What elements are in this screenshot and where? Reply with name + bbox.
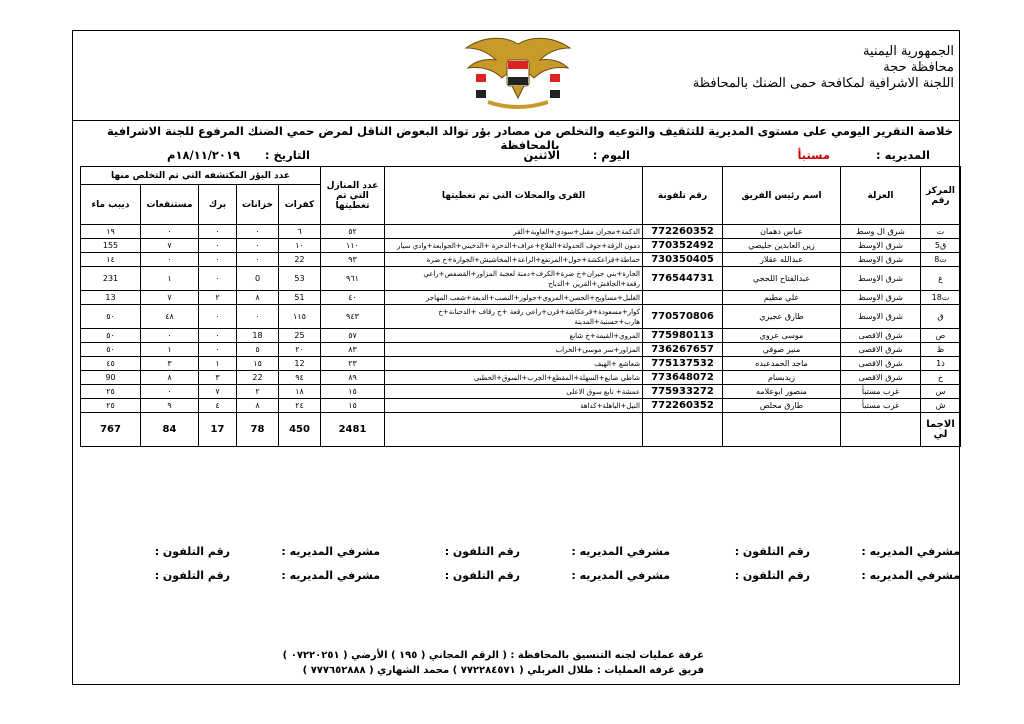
sig-supervisor-label: مشرفي المديريه : (861, 569, 960, 582)
cell-kharanat: ٢ (237, 385, 279, 399)
table-row (81, 225, 961, 239)
yemen-emblem-icon (462, 34, 574, 112)
cell-leader: طارق محلص (723, 399, 841, 413)
header-houses: عدد المنازل التي تم تغطيتها (321, 167, 385, 225)
cell-kafrat: 25 (279, 329, 321, 343)
cell-uzla: شرق الاقصى (841, 329, 921, 343)
cell-villages: حماطة+قراعكشة+حول+المرتفع+الراعة+المخاشيش+الجوارة+خ ضرة (385, 253, 643, 267)
cell-center: ت18 (921, 291, 961, 305)
cell-center: ت8 (921, 253, 961, 267)
cell-leader: زيدبسام (723, 371, 841, 385)
totals-kafrat: 450 (279, 413, 321, 447)
cell-phone: 775933272 (643, 385, 723, 399)
cell-kharanat: ٠ (237, 253, 279, 267)
totals-row (81, 413, 961, 447)
table-row (81, 329, 961, 343)
cell-deeb: ٥٠ (81, 305, 141, 329)
district-value: مستبأ (797, 148, 830, 162)
cell-kharanat: 22 (237, 371, 279, 385)
cell-phone: 770570806 (643, 305, 723, 329)
cell-villages: الجارة+بني جبران+خ ضرة+الكرف+دمنة لعجبة المزاور+القصفص+راعي رقعة+الجافش+القرين +الدباح (385, 267, 643, 291)
cell-kafrat: ٦ (279, 225, 321, 239)
cell-villages: شاطي ضابع+السهلة+المقطع+الجرب+السوق+الحطبي (385, 371, 643, 385)
header-kharanat: خزانات (237, 185, 279, 225)
sig-supervisor-label: مشرفي المديريه : (571, 569, 670, 582)
report-meta (150, 148, 930, 164)
cell-villages: دمون الرقة+جوف الحدولة+القلاع+عراف+الدحرة +الدخيني+الجوابعة+وادي سيار (385, 239, 643, 253)
cell-villages: المروي+القيمة+خ شانع (385, 329, 643, 343)
table-row (81, 399, 961, 413)
table-row (81, 239, 961, 253)
cell-deeb: ٢٥ (81, 399, 141, 413)
table-row (81, 253, 961, 267)
report-title: خلاصة التقرير اليومي على مستوى المديرية للتثقيف والتوعيه والتخلص من مصادر بؤر توالد البعوض الناقل لمرض حمي الضنك المرفوع للجنة الاشرافية بالمحافظة (106, 124, 954, 152)
cell-phone (643, 291, 723, 305)
date-label: التاريخ : (264, 148, 310, 162)
table-row (81, 371, 961, 385)
cell-leader: عبدالفتاح اللحجي (723, 267, 841, 291)
cell-phone: 772260352 (643, 225, 723, 239)
cell-kharanat: 0 (237, 267, 279, 291)
cell-center: ص (921, 329, 961, 343)
cell-deeb: ٤٥ (81, 357, 141, 371)
cell-deeb: ١٤ (81, 253, 141, 267)
signature-row-2 (100, 569, 960, 585)
cell-villages: المزاور+سر موسى+الخراب (385, 343, 643, 357)
cell-leader: منير صوفي (723, 343, 841, 357)
cell-mostanqaat: ٠ (141, 385, 199, 399)
cell-center: ذ1 (921, 357, 961, 371)
cell-uzla: شرق الاقصى (841, 357, 921, 371)
cell-birak: ٠ (199, 239, 237, 253)
cell-deeb: 13 (81, 291, 141, 305)
totals-birak: 17 (199, 413, 237, 447)
cell-kafrat: 12 (279, 357, 321, 371)
cell-center: ت (921, 225, 961, 239)
sig-supervisor-label: مشرفي المديريه : (861, 545, 960, 558)
cell-uzla: شرق الاوسط (841, 305, 921, 329)
header-villages: القرى والمحلات التي تم تغطيتها (385, 167, 643, 225)
sig-supervisor-label: مشرفي المديريه : (281, 545, 380, 558)
cell-uzla: شرق الاوسط (841, 253, 921, 267)
footer-ops-team: فريق غرفه العمليات : طلال الغربلي ( ٧٧٢٢٨٤٥٧١ ) محمد الشهاري ( ٧٧٧٦٥٢٨٨٨ ) (302, 665, 704, 676)
sig-phone-label: رقم التلفون : (154, 545, 230, 558)
cell-mostanqaat: ٧ (141, 291, 199, 305)
cell-kafrat: ١٠ (279, 239, 321, 253)
cell-leader: زين العابدين حليصي (723, 239, 841, 253)
cell-birak: ٠ (199, 329, 237, 343)
cell-uzla: غرب مستبأ (841, 385, 921, 399)
header-divider (72, 120, 960, 121)
cell-houses: ١١٠ (321, 239, 385, 253)
cell-phone: 775137532 (643, 357, 723, 371)
cell-deeb: ٥٠ (81, 329, 141, 343)
cell-mostanqaat: ٠ (141, 329, 199, 343)
cell-birak: ٠ (199, 225, 237, 239)
cell-houses: ٢٣ (321, 357, 385, 371)
table-row (81, 385, 961, 399)
cell-kharanat: ٥ (237, 343, 279, 357)
cell-center: ش (921, 399, 961, 413)
cell-villages: النيل+الباهلة+كداهة (385, 399, 643, 413)
day-value: الاثنين (523, 148, 560, 162)
cell-mostanqaat: ٨ (141, 371, 199, 385)
cell-villages: كوار+مسعودة+قرعكاشة+قرن+راعي رقعة +خ رقاف +الدحنانة+خ هارب+حسنية+المدينة (385, 305, 643, 329)
district-label: المديريه : (876, 148, 930, 162)
cell-deeb: ٥٠ (81, 343, 141, 357)
header-kafrat: كفرات (279, 185, 321, 225)
cell-kharanat: ٨ (237, 291, 279, 305)
header-deeb: ديبب ماء (81, 185, 141, 225)
totals-houses: 2481 (321, 413, 385, 447)
cell-deeb: 90 (81, 371, 141, 385)
cell-birak: ٠ (199, 253, 237, 267)
cell-kafrat: 53 (279, 267, 321, 291)
totals-kharanat: 78 (237, 413, 279, 447)
cell-leader: عبدالله عقلار (723, 253, 841, 267)
cell-kharanat: ٠ (237, 225, 279, 239)
cell-leader: ماجد الحمدعبده (723, 357, 841, 371)
cell-center: س (921, 385, 961, 399)
table-row (81, 291, 961, 305)
cell-uzla: شرق الاقصى (841, 343, 921, 357)
signature-row-1 (100, 545, 960, 561)
cell-mostanqaat: ٠ (141, 225, 199, 239)
header-phone: رقم تلفونة (643, 167, 723, 225)
cell-kafrat: 22 (279, 253, 321, 267)
cell-phone: 730350405 (643, 253, 723, 267)
cell-phone: 775980113 (643, 329, 723, 343)
cell-uzla: شرق الاوسط (841, 267, 921, 291)
cell-phone: 773648072 (643, 371, 723, 385)
cell-houses: ١٥ (321, 385, 385, 399)
cell-kafrat: ١١٥ (279, 305, 321, 329)
cell-uzla: غرب مستبأ (841, 399, 921, 413)
header-uzla: العزلة (841, 167, 921, 225)
cell-houses: ٨٣ (321, 343, 385, 357)
header-leader: اسم رئيس الفريق (723, 167, 841, 225)
totals-deeb: 767 (81, 413, 141, 447)
cell-houses: ٩٣ (321, 253, 385, 267)
cell-houses: ٥٧ (321, 329, 385, 343)
cell-phone: 770352492 (643, 239, 723, 253)
footer-ops-room: غرفة عمليات لجنه التنسيق بالمحافظة : ( الرقم المجاني ( ١٩٥ ) الأرضي ( ٠٧٢٢٠٢٥١ ) (282, 650, 704, 661)
cell-houses: ٨٩ (321, 371, 385, 385)
cell-mostanqaat: ٩ (141, 399, 199, 413)
gov-line-committee: اللجنة الاشرافية لمكافحة حمى الضنك بالمحافظة (692, 76, 954, 91)
cell-birak: ٠ (199, 343, 237, 357)
cell-deeb: 231 (81, 267, 141, 291)
cell-mostanqaat: ٤٨ (141, 305, 199, 329)
cell-center: ق5 (921, 239, 961, 253)
cell-phone: 776544731 (643, 267, 723, 291)
cell-birak: ١ (199, 357, 237, 371)
day-label: اليوم : (592, 148, 630, 162)
cell-houses: ٩٤٣ (321, 305, 385, 329)
header-breeding: عدد البؤر المكتشفه التي تم التخلص منها (81, 167, 321, 185)
cell-kafrat: ١٨ (279, 385, 321, 399)
table-row (81, 357, 961, 371)
sig-phone-label: رقم التلفون : (734, 545, 810, 558)
government-header (693, 44, 954, 92)
cell-center: خ (921, 371, 961, 385)
totals-mostanqaat: 84 (141, 413, 199, 447)
cell-birak: ٠ (199, 267, 237, 291)
cell-kharanat: ١٥ (237, 357, 279, 371)
report-table (80, 166, 961, 447)
cell-villages: عمشة+ تابع سوق الاعلى (385, 385, 643, 399)
sig-supervisor-label: مشرفي المديريه : (281, 569, 380, 582)
cell-kharanat: ٨ (237, 399, 279, 413)
cell-center: ظ (921, 343, 961, 357)
cell-leader: علي مطيم (723, 291, 841, 305)
cell-leader: طارق عجيري (723, 305, 841, 329)
cell-phone: 736267657 (643, 343, 723, 357)
table-row (81, 267, 961, 291)
header-birak: برك (199, 185, 237, 225)
cell-center: غ (921, 267, 961, 291)
cell-center: ق (921, 305, 961, 329)
header-center: المركز رقم (921, 167, 961, 225)
date-value: ١٨/١١/٢٠١٩م (167, 148, 240, 162)
footer (283, 648, 704, 678)
cell-kafrat: ٢٠ (279, 343, 321, 357)
cell-kharanat: ٠ (237, 239, 279, 253)
cell-mostanqaat: ٠ (141, 253, 199, 267)
cell-villages: الغليل+مساويح+الحصن+المروي+جولور+النصب+الدبعة+شعب المهاجر (385, 291, 643, 305)
cell-uzla: شرق الاقصى (841, 371, 921, 385)
cell-birak: ٧ (199, 385, 237, 399)
table-row (81, 305, 961, 329)
cell-houses: ٤٠ (321, 291, 385, 305)
cell-kafrat: 51 (279, 291, 321, 305)
cell-houses: ١٥ (321, 399, 385, 413)
cell-kafrat: ٩٤ (279, 371, 321, 385)
sig-supervisor-label: مشرفي المديريه : (571, 545, 670, 558)
sig-phone-label: رقم التلفون : (444, 545, 520, 558)
cell-uzla: شرق الاوسط (841, 291, 921, 305)
cell-leader: عباس دهمان (723, 225, 841, 239)
cell-mostanqaat: ١ (141, 267, 199, 291)
cell-birak: ٢ (199, 291, 237, 305)
header-mostanqaat: مستنقعات (141, 185, 199, 225)
cell-leader: موسى عروي (723, 329, 841, 343)
cell-mostanqaat: ٣ (141, 357, 199, 371)
cell-birak: ٣ (199, 371, 237, 385)
sig-phone-label: رقم التلفون : (444, 569, 520, 582)
cell-houses: ٩٦١ (321, 267, 385, 291)
cell-kafrat: ٢٤ (279, 399, 321, 413)
cell-deeb: ٢٥ (81, 385, 141, 399)
cell-kharanat: ٠ (237, 305, 279, 329)
sig-phone-label: رقم التلفون : (734, 569, 810, 582)
cell-leader: منصور ابوعلامه (723, 385, 841, 399)
cell-birak: ٠ (199, 305, 237, 329)
cell-uzla: شرق الاوسط (841, 239, 921, 253)
cell-kharanat: 18 (237, 329, 279, 343)
cell-mostanqaat: ٧ (141, 239, 199, 253)
sig-phone-label: رقم التلفون : (154, 569, 230, 582)
cell-phone: 772260352 (643, 399, 723, 413)
cell-uzla: شرق ال وسط (841, 225, 921, 239)
cell-houses: ٥٢ (321, 225, 385, 239)
cell-mostanqaat: ١ (141, 343, 199, 357)
cell-villages: الدكمة+مجران مقبل+سودي+العاوية+القر (385, 225, 643, 239)
cell-deeb: ١٩ (81, 225, 141, 239)
totals-label: الاجما لي (921, 413, 961, 447)
table-row (81, 343, 961, 357)
cell-villages: شعاشع +الهيف (385, 357, 643, 371)
gov-line-governorate: محافظة حجة (883, 60, 954, 75)
cell-birak: ٤ (199, 399, 237, 413)
gov-line-country: الجمهورية اليمنية (862, 44, 954, 59)
cell-deeb: 155 (81, 239, 141, 253)
